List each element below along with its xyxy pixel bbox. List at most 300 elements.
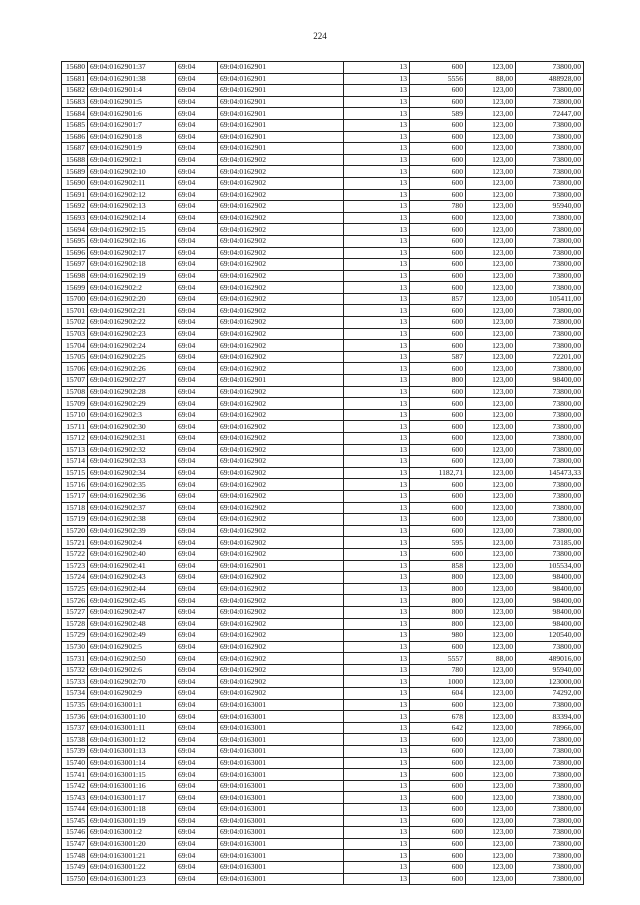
cell-row-number: 15740 xyxy=(62,757,88,769)
cell-cadastral-quarter: 69:04:0162902 xyxy=(218,618,344,630)
cell-rate: 123,00 xyxy=(466,270,516,282)
cell-area: 980 xyxy=(410,630,466,642)
cell-value: 73800,00 xyxy=(516,746,584,758)
cell-rate: 123,00 xyxy=(466,502,516,514)
cell-area: 1000 xyxy=(410,676,466,688)
cell-value: 73800,00 xyxy=(516,317,584,329)
cell-area: 604 xyxy=(410,688,466,700)
cell-value: 73800,00 xyxy=(516,792,584,804)
table-row xyxy=(62,224,584,236)
cell-district-code: 69:04 xyxy=(176,630,218,642)
cell-area: 600 xyxy=(410,641,466,653)
cell-area: 600 xyxy=(410,143,466,155)
cell-district-code: 69:04 xyxy=(176,305,218,317)
cell-category-code: 13 xyxy=(344,62,410,74)
cell-rate: 123,00 xyxy=(466,119,516,131)
cell-district-code: 69:04 xyxy=(176,340,218,352)
cell-value: 73800,00 xyxy=(516,282,584,294)
cell-cadastral-quarter: 69:04:0162902 xyxy=(218,456,344,468)
table-row xyxy=(62,490,584,502)
cell-cadastral-number: 69:04:0163001:1 xyxy=(88,699,176,711)
cell-category-code: 13 xyxy=(344,143,410,155)
cell-value: 73800,00 xyxy=(516,305,584,317)
cell-area: 1182,71 xyxy=(410,467,466,479)
cell-row-number: 15720 xyxy=(62,525,88,537)
cell-rate: 123,00 xyxy=(466,838,516,850)
cell-area: 780 xyxy=(410,664,466,676)
cell-rate: 123,00 xyxy=(466,827,516,839)
cell-district-code: 69:04 xyxy=(176,317,218,329)
table-row xyxy=(62,421,584,433)
cell-rate: 123,00 xyxy=(466,769,516,781)
cell-area: 600 xyxy=(410,734,466,746)
cell-cadastral-number: 69:04:0162902:36 xyxy=(88,490,176,502)
cell-area: 600 xyxy=(410,804,466,816)
page-number: 224 xyxy=(313,31,327,41)
cell-cadastral-quarter: 69:04:0162901 xyxy=(218,62,344,74)
cell-rate: 123,00 xyxy=(466,780,516,792)
cell-category-code: 13 xyxy=(344,861,410,873)
cell-cadastral-quarter: 69:04:0162901 xyxy=(218,560,344,572)
cell-district-code: 69:04 xyxy=(176,514,218,526)
cell-cadastral-quarter: 69:04:0162902 xyxy=(218,386,344,398)
cell-cadastral-quarter: 69:04:0162902 xyxy=(218,317,344,329)
cell-value: 72447,00 xyxy=(516,108,584,120)
cell-area: 600 xyxy=(410,363,466,375)
cell-row-number: 15703 xyxy=(62,328,88,340)
cell-rate: 123,00 xyxy=(466,815,516,827)
table-row xyxy=(62,537,584,549)
cell-cadastral-quarter: 69:04:0162902 xyxy=(218,572,344,584)
table-row xyxy=(62,62,584,74)
cell-category-code: 13 xyxy=(344,525,410,537)
cell-row-number: 15746 xyxy=(62,827,88,839)
cell-district-code: 69:04 xyxy=(176,166,218,178)
cell-category-code: 13 xyxy=(344,444,410,456)
cell-rate: 123,00 xyxy=(466,351,516,363)
cell-district-code: 69:04 xyxy=(176,827,218,839)
cell-category-code: 13 xyxy=(344,653,410,665)
cell-row-number: 15688 xyxy=(62,154,88,166)
cell-district-code: 69:04 xyxy=(176,212,218,224)
cell-category-code: 13 xyxy=(344,595,410,607)
cell-cadastral-number: 69:04:0162902:5 xyxy=(88,641,176,653)
cell-row-number: 15711 xyxy=(62,421,88,433)
cell-category-code: 13 xyxy=(344,757,410,769)
cell-cadastral-number: 69:04:0162902:30 xyxy=(88,421,176,433)
cell-cadastral-quarter: 69:04:0163001 xyxy=(218,780,344,792)
cell-cadastral-number: 69:04:0162902:26 xyxy=(88,363,176,375)
table-row xyxy=(62,247,584,259)
cell-area: 600 xyxy=(410,699,466,711)
cell-row-number: 15731 xyxy=(62,653,88,665)
cell-district-code: 69:04 xyxy=(176,769,218,781)
cell-value: 73800,00 xyxy=(516,224,584,236)
cell-district-code: 69:04 xyxy=(176,804,218,816)
cell-category-code: 13 xyxy=(344,838,410,850)
cell-district-code: 69:04 xyxy=(176,282,218,294)
table-row xyxy=(62,769,584,781)
cell-row-number: 15728 xyxy=(62,618,88,630)
cell-cadastral-quarter: 69:04:0162901 xyxy=(218,131,344,143)
table-row xyxy=(62,792,584,804)
cell-value: 73800,00 xyxy=(516,409,584,421)
cell-district-code: 69:04 xyxy=(176,85,218,97)
cell-row-number: 15715 xyxy=(62,467,88,479)
cell-cadastral-number: 69:04:0162902:27 xyxy=(88,375,176,387)
cell-value: 73800,00 xyxy=(516,815,584,827)
cell-district-code: 69:04 xyxy=(176,746,218,758)
cell-area: 600 xyxy=(410,131,466,143)
cell-area: 600 xyxy=(410,792,466,804)
table-row xyxy=(62,502,584,514)
cell-district-code: 69:04 xyxy=(176,386,218,398)
cell-area: 857 xyxy=(410,293,466,305)
cell-district-code: 69:04 xyxy=(176,780,218,792)
cell-rate: 123,00 xyxy=(466,143,516,155)
cell-category-code: 13 xyxy=(344,108,410,120)
cell-category-code: 13 xyxy=(344,224,410,236)
cell-value: 73800,00 xyxy=(516,154,584,166)
table-row xyxy=(62,618,584,630)
cell-category-code: 13 xyxy=(344,177,410,189)
cell-row-number: 15730 xyxy=(62,641,88,653)
cell-category-code: 13 xyxy=(344,282,410,294)
cell-cadastral-number: 69:04:0163001:12 xyxy=(88,734,176,746)
cell-value: 98400,00 xyxy=(516,618,584,630)
cell-area: 600 xyxy=(410,340,466,352)
cell-cadastral-quarter: 69:04:0162902 xyxy=(218,525,344,537)
cell-row-number: 15719 xyxy=(62,514,88,526)
cell-cadastral-number: 69:04:0162902:15 xyxy=(88,224,176,236)
cell-value: 73800,00 xyxy=(516,850,584,862)
cell-rate: 123,00 xyxy=(466,189,516,201)
cell-cadastral-number: 69:04:0162902:23 xyxy=(88,328,176,340)
table-row xyxy=(62,108,584,120)
cell-area: 600 xyxy=(410,154,466,166)
cell-value: 145473,33 xyxy=(516,467,584,479)
table-row xyxy=(62,711,584,723)
cell-cadastral-number: 69:04:0162902:45 xyxy=(88,595,176,607)
cell-cadastral-number: 69:04:0163001:23 xyxy=(88,873,176,885)
table-row xyxy=(62,154,584,166)
cell-cadastral-number: 69:04:0162901:37 xyxy=(88,62,176,74)
cell-cadastral-quarter: 69:04:0162902 xyxy=(218,595,344,607)
table-row xyxy=(62,363,584,375)
cell-category-code: 13 xyxy=(344,815,410,827)
table-row xyxy=(62,119,584,131)
cell-cadastral-quarter: 69:04:0162901 xyxy=(218,119,344,131)
cell-district-code: 69:04 xyxy=(176,433,218,445)
cell-district-code: 69:04 xyxy=(176,189,218,201)
table-row xyxy=(62,351,584,363)
cell-value: 73800,00 xyxy=(516,873,584,885)
cell-area: 600 xyxy=(410,746,466,758)
table-row xyxy=(62,815,584,827)
table-row xyxy=(62,73,584,85)
cell-district-code: 69:04 xyxy=(176,838,218,850)
table-row xyxy=(62,572,584,584)
cell-rate: 123,00 xyxy=(466,757,516,769)
cell-area: 780 xyxy=(410,201,466,213)
cell-row-number: 15689 xyxy=(62,166,88,178)
cell-rate: 123,00 xyxy=(466,850,516,862)
cell-area: 800 xyxy=(410,618,466,630)
cell-cadastral-number: 69:04:0162902:29 xyxy=(88,398,176,410)
cell-cadastral-quarter: 69:04:0162901 xyxy=(218,143,344,155)
cell-cadastral-quarter: 69:04:0162902 xyxy=(218,363,344,375)
cell-rate: 123,00 xyxy=(466,409,516,421)
cell-category-code: 13 xyxy=(344,688,410,700)
cell-cadastral-number: 69:04:0162902:70 xyxy=(88,676,176,688)
cell-cadastral-number: 69:04:0162902:14 xyxy=(88,212,176,224)
cell-cadastral-number: 69:04:0162902:43 xyxy=(88,572,176,584)
table-row xyxy=(62,746,584,758)
cell-value: 98400,00 xyxy=(516,595,584,607)
table-row xyxy=(62,873,584,885)
cell-cadastral-number: 69:04:0162902:16 xyxy=(88,235,176,247)
cell-cadastral-quarter: 69:04:0162901 xyxy=(218,375,344,387)
cell-district-code: 69:04 xyxy=(176,792,218,804)
cell-district-code: 69:04 xyxy=(176,548,218,560)
cell-area: 600 xyxy=(410,177,466,189)
table-row xyxy=(62,131,584,143)
cell-row-number: 15748 xyxy=(62,850,88,862)
cell-cadastral-quarter: 69:04:0163001 xyxy=(218,873,344,885)
cell-area: 600 xyxy=(410,386,466,398)
cell-category-code: 13 xyxy=(344,96,410,108)
cell-cadastral-number: 69:04:0163001:20 xyxy=(88,838,176,850)
registry-table-body xyxy=(62,62,584,885)
cell-row-number: 15732 xyxy=(62,664,88,676)
cell-cadastral-quarter: 69:04:0162902 xyxy=(218,409,344,421)
table-row xyxy=(62,514,584,526)
cell-cadastral-quarter: 69:04:0162902 xyxy=(218,583,344,595)
cell-district-code: 69:04 xyxy=(176,572,218,584)
cell-district-code: 69:04 xyxy=(176,143,218,155)
cell-cadastral-number: 69:04:0163001:14 xyxy=(88,757,176,769)
cell-cadastral-quarter: 69:04:0162902 xyxy=(218,259,344,271)
cell-cadastral-quarter: 69:04:0162902 xyxy=(218,641,344,653)
cell-cadastral-number: 69:04:0162902:28 xyxy=(88,386,176,398)
cell-row-number: 15749 xyxy=(62,861,88,873)
cell-row-number: 15738 xyxy=(62,734,88,746)
table-row xyxy=(62,757,584,769)
cell-rate: 123,00 xyxy=(466,201,516,213)
cell-row-number: 15747 xyxy=(62,838,88,850)
cell-area: 800 xyxy=(410,606,466,618)
cell-cadastral-quarter: 69:04:0162902 xyxy=(218,548,344,560)
cell-area: 5556 xyxy=(410,73,466,85)
cell-category-code: 13 xyxy=(344,734,410,746)
cell-cadastral-number: 69:04:0163001:19 xyxy=(88,815,176,827)
cell-rate: 123,00 xyxy=(466,548,516,560)
cell-value: 73800,00 xyxy=(516,456,584,468)
cell-area: 600 xyxy=(410,827,466,839)
cell-cadastral-number: 69:04:0163001:11 xyxy=(88,722,176,734)
cell-category-code: 13 xyxy=(344,212,410,224)
cell-category-code: 13 xyxy=(344,247,410,259)
cell-category-code: 13 xyxy=(344,201,410,213)
cell-cadastral-quarter: 69:04:0163001 xyxy=(218,769,344,781)
cell-cadastral-quarter: 69:04:0162902 xyxy=(218,630,344,642)
cell-cadastral-number: 69:04:0162901:4 xyxy=(88,85,176,97)
cell-rate: 123,00 xyxy=(466,479,516,491)
cell-row-number: 15691 xyxy=(62,189,88,201)
cell-rate: 123,00 xyxy=(466,746,516,758)
cell-cadastral-quarter: 69:04:0162902 xyxy=(218,467,344,479)
cell-row-number: 15713 xyxy=(62,444,88,456)
cell-rate: 123,00 xyxy=(466,131,516,143)
cell-row-number: 15684 xyxy=(62,108,88,120)
cell-cadastral-number: 69:04:0162902:3 xyxy=(88,409,176,421)
cell-cadastral-quarter: 69:04:0162902 xyxy=(218,270,344,282)
cell-cadastral-quarter: 69:04:0162902 xyxy=(218,444,344,456)
table-row xyxy=(62,664,584,676)
cell-cadastral-number: 69:04:0162901:38 xyxy=(88,73,176,85)
table-row xyxy=(62,827,584,839)
table-row xyxy=(62,734,584,746)
cell-district-code: 69:04 xyxy=(176,247,218,259)
table-row xyxy=(62,838,584,850)
cell-cadastral-number: 69:04:0163001:16 xyxy=(88,780,176,792)
cell-district-code: 69:04 xyxy=(176,722,218,734)
table-row xyxy=(62,560,584,572)
cell-value: 73800,00 xyxy=(516,444,584,456)
cell-category-code: 13 xyxy=(344,351,410,363)
cell-area: 600 xyxy=(410,119,466,131)
cell-value: 73800,00 xyxy=(516,212,584,224)
table-row xyxy=(62,212,584,224)
cell-row-number: 15694 xyxy=(62,224,88,236)
cell-cadastral-number: 69:04:0162902:10 xyxy=(88,166,176,178)
cell-rate: 123,00 xyxy=(466,560,516,572)
cell-value: 73800,00 xyxy=(516,363,584,375)
table-row xyxy=(62,189,584,201)
cell-value: 73800,00 xyxy=(516,780,584,792)
cell-district-code: 69:04 xyxy=(176,606,218,618)
cell-area: 600 xyxy=(410,212,466,224)
cell-district-code: 69:04 xyxy=(176,873,218,885)
cell-cadastral-number: 69:04:0162901:5 xyxy=(88,96,176,108)
cell-category-code: 13 xyxy=(344,293,410,305)
table-row xyxy=(62,317,584,329)
cell-rate: 123,00 xyxy=(466,734,516,746)
cell-cadastral-quarter: 69:04:0162902 xyxy=(218,282,344,294)
cell-value: 73800,00 xyxy=(516,861,584,873)
cell-district-code: 69:04 xyxy=(176,502,218,514)
cell-cadastral-number: 69:04:0162902:21 xyxy=(88,305,176,317)
cell-rate: 123,00 xyxy=(466,804,516,816)
cell-district-code: 69:04 xyxy=(176,456,218,468)
cell-cadastral-number: 69:04:0162902:49 xyxy=(88,630,176,642)
cell-cadastral-quarter: 69:04:0163001 xyxy=(218,757,344,769)
table-row xyxy=(62,804,584,816)
cell-district-code: 69:04 xyxy=(176,688,218,700)
cell-value: 120540,00 xyxy=(516,630,584,642)
cell-cadastral-quarter: 69:04:0162902 xyxy=(218,340,344,352)
cell-area: 600 xyxy=(410,502,466,514)
cell-area: 600 xyxy=(410,815,466,827)
cell-category-code: 13 xyxy=(344,746,410,758)
cell-cadastral-quarter: 69:04:0162902 xyxy=(218,688,344,700)
cell-value: 73800,00 xyxy=(516,421,584,433)
cell-rate: 123,00 xyxy=(466,224,516,236)
cell-value: 73800,00 xyxy=(516,386,584,398)
cell-value: 95940,00 xyxy=(516,664,584,676)
cell-cadastral-quarter: 69:04:0162901 xyxy=(218,96,344,108)
cell-row-number: 15729 xyxy=(62,630,88,642)
cell-category-code: 13 xyxy=(344,502,410,514)
cell-district-code: 69:04 xyxy=(176,618,218,630)
cell-category-code: 13 xyxy=(344,792,410,804)
cell-cadastral-quarter: 69:04:0162902 xyxy=(218,201,344,213)
cell-area: 600 xyxy=(410,259,466,271)
cell-category-code: 13 xyxy=(344,456,410,468)
cell-cadastral-number: 69:04:0162901:6 xyxy=(88,108,176,120)
cell-row-number: 15737 xyxy=(62,722,88,734)
cell-row-number: 15733 xyxy=(62,676,88,688)
cell-category-code: 13 xyxy=(344,154,410,166)
table-row xyxy=(62,177,584,189)
cell-cadastral-number: 69:04:0162902:47 xyxy=(88,606,176,618)
cell-cadastral-quarter: 69:04:0162902 xyxy=(218,154,344,166)
cell-area: 600 xyxy=(410,769,466,781)
table-row xyxy=(62,235,584,247)
cell-area: 600 xyxy=(410,838,466,850)
cell-district-code: 69:04 xyxy=(176,131,218,143)
cell-district-code: 69:04 xyxy=(176,490,218,502)
table-row xyxy=(62,722,584,734)
cell-category-code: 13 xyxy=(344,514,410,526)
cell-value: 73800,00 xyxy=(516,62,584,74)
cell-district-code: 69:04 xyxy=(176,409,218,421)
cell-rate: 123,00 xyxy=(466,630,516,642)
cell-rate: 123,00 xyxy=(466,711,516,723)
cell-district-code: 69:04 xyxy=(176,177,218,189)
cell-rate: 123,00 xyxy=(466,583,516,595)
cell-category-code: 13 xyxy=(344,305,410,317)
cell-cadastral-number: 69:04:0162902:40 xyxy=(88,548,176,560)
cell-area: 600 xyxy=(410,525,466,537)
cell-cadastral-number: 69:04:0162902:33 xyxy=(88,456,176,468)
cell-cadastral-number: 69:04:0163001:22 xyxy=(88,861,176,873)
cell-cadastral-number: 69:04:0162901:8 xyxy=(88,131,176,143)
cell-district-code: 69:04 xyxy=(176,270,218,282)
cell-category-code: 13 xyxy=(344,804,410,816)
cell-category-code: 13 xyxy=(344,711,410,723)
cell-cadastral-number: 69:04:0162902:6 xyxy=(88,664,176,676)
cell-rate: 123,00 xyxy=(466,293,516,305)
cell-value: 73800,00 xyxy=(516,757,584,769)
cell-area: 600 xyxy=(410,235,466,247)
cell-value: 105411,00 xyxy=(516,293,584,305)
table-row xyxy=(62,479,584,491)
cell-category-code: 13 xyxy=(344,537,410,549)
cell-row-number: 15705 xyxy=(62,351,88,363)
cell-cadastral-number: 69:04:0162902:1 xyxy=(88,154,176,166)
cell-cadastral-quarter: 69:04:0162901 xyxy=(218,73,344,85)
cell-value: 83394,00 xyxy=(516,711,584,723)
cell-value: 98400,00 xyxy=(516,583,584,595)
cell-rate: 123,00 xyxy=(466,641,516,653)
cell-row-number: 15710 xyxy=(62,409,88,421)
table-row xyxy=(62,259,584,271)
cell-district-code: 69:04 xyxy=(176,641,218,653)
cell-rate: 123,00 xyxy=(466,247,516,259)
cell-row-number: 15718 xyxy=(62,502,88,514)
cell-row-number: 15704 xyxy=(62,340,88,352)
